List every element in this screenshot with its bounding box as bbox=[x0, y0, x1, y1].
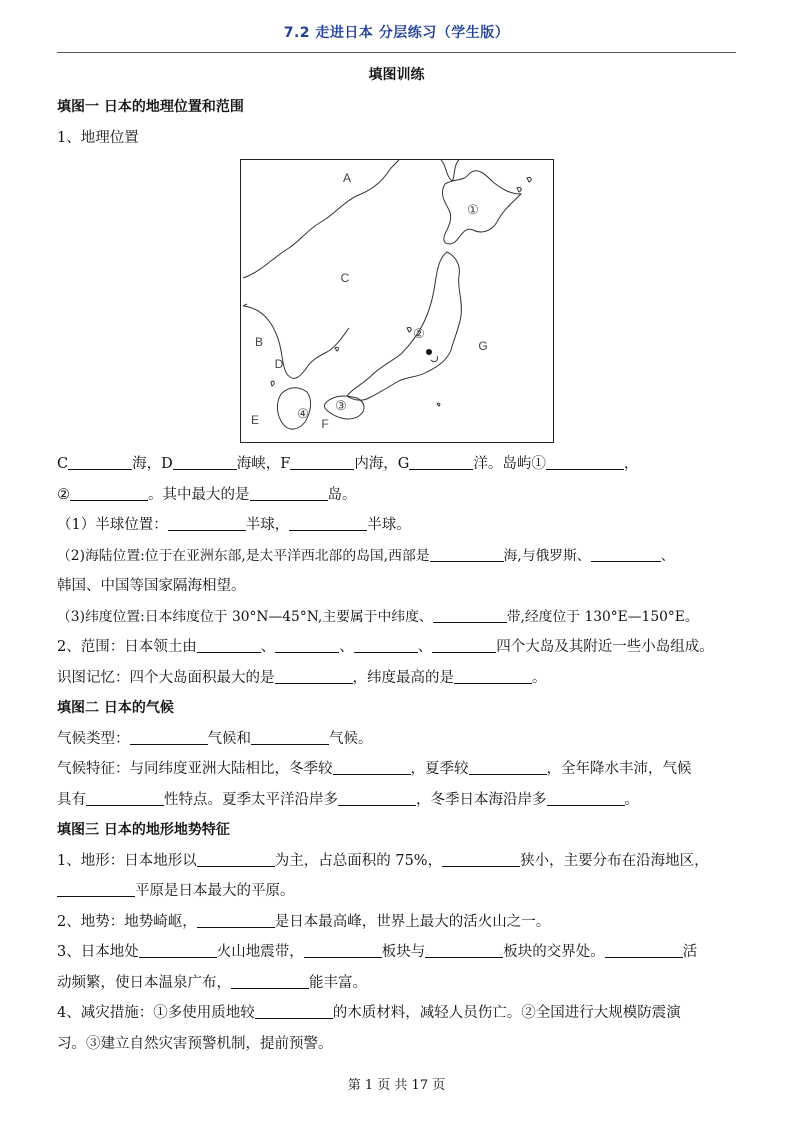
p3-line2 bbox=[57, 876, 753, 907]
map-label-4: ④ bbox=[297, 406, 309, 421]
text: ② bbox=[57, 486, 70, 503]
text: 气候特征：与同纬度亚洲大陆相比，冬季较 bbox=[57, 761, 333, 777]
text: ，夏季较 bbox=[410, 761, 469, 777]
island-sado bbox=[407, 327, 411, 332]
text: 火山地震带， bbox=[216, 944, 304, 960]
text: 、 bbox=[660, 547, 675, 564]
blank-energy[interactable] bbox=[231, 974, 309, 989]
p1-line4 bbox=[57, 541, 753, 572]
blank-northmost[interactable] bbox=[454, 669, 532, 684]
blank-neighbor[interactable] bbox=[591, 547, 661, 562]
hokkaido bbox=[442, 171, 521, 244]
blank-climate2[interactable] bbox=[251, 730, 329, 745]
blank-island-b[interactable] bbox=[275, 638, 339, 653]
p3-line6 bbox=[57, 998, 753, 1029]
blank-pacific[interactable] bbox=[338, 791, 416, 806]
blank-terrain[interactable] bbox=[197, 852, 275, 867]
blank-highest-peak[interactable] bbox=[197, 913, 275, 928]
blank-island2[interactable] bbox=[70, 486, 148, 501]
text: 气候类型： bbox=[57, 730, 130, 747]
text: 具有 bbox=[57, 791, 86, 808]
island-izu bbox=[437, 403, 440, 406]
p1-line8 bbox=[57, 663, 753, 694]
text: 识图记忆：四个大岛面积最大的是 bbox=[57, 669, 275, 686]
text: 带,经度位于 130°E—150°E。 bbox=[506, 608, 699, 625]
blank-largest-plain[interactable] bbox=[57, 882, 135, 897]
blank-west-sea[interactable] bbox=[430, 547, 504, 562]
text: 2、范围：日本领土由 bbox=[57, 639, 197, 655]
map-label-A: A bbox=[342, 171, 352, 185]
text: （2)海陆位置:位于在亚洲东部,是太平洋西北部的岛国,西部是 bbox=[57, 547, 430, 564]
blank-climate1[interactable] bbox=[130, 730, 208, 745]
text: ，纬度最高的是 bbox=[352, 669, 454, 686]
text: 、 bbox=[339, 639, 354, 655]
text: ，全年降水丰沛，气候 bbox=[546, 761, 692, 777]
blank-D[interactable] bbox=[173, 455, 237, 470]
blank-island-a[interactable] bbox=[197, 638, 261, 653]
text: 2、地势：地势崎岖， bbox=[57, 913, 197, 930]
blank-F[interactable] bbox=[290, 455, 354, 470]
p3-line5 bbox=[57, 968, 753, 999]
text: ， bbox=[623, 456, 639, 472]
text: C bbox=[57, 456, 69, 472]
blank-japansea[interactable] bbox=[547, 791, 625, 806]
blank-island-c[interactable] bbox=[354, 638, 418, 653]
blank-plate2[interactable] bbox=[425, 943, 503, 958]
island-tsushima bbox=[271, 381, 274, 386]
honshu bbox=[347, 252, 461, 400]
text: 板块的交界处。 bbox=[503, 944, 605, 960]
part2-heading: 填图二 日本的气候 bbox=[57, 700, 174, 716]
text: 。 bbox=[532, 669, 547, 686]
text: 1、地形：日本地形以 bbox=[57, 852, 197, 869]
p1-line7 bbox=[57, 632, 753, 663]
text: 海,与俄罗斯、 bbox=[503, 547, 591, 564]
blank-island-d[interactable] bbox=[432, 638, 496, 653]
text: 岛。 bbox=[327, 486, 357, 503]
blank-material[interactable] bbox=[255, 1004, 333, 1019]
p2-line2 bbox=[57, 754, 753, 785]
text: （1）半球位置： bbox=[57, 517, 168, 533]
text: 板块与 bbox=[381, 944, 426, 960]
map-label-F: F bbox=[321, 417, 329, 431]
text: 为主，占总面积的 75%， bbox=[274, 852, 443, 869]
map-label-1: ① bbox=[467, 202, 479, 217]
map-label-E: E bbox=[250, 413, 260, 427]
japan-map bbox=[240, 159, 554, 443]
island-oki bbox=[335, 347, 338, 351]
blank-winter[interactable] bbox=[333, 760, 411, 775]
blank-hemisphere2[interactable] bbox=[289, 516, 367, 531]
island-kuril2 bbox=[527, 177, 531, 182]
part3-heading: 填图三 日本的地形地势特征 bbox=[57, 822, 230, 838]
text: 洋。岛屿① bbox=[473, 456, 546, 472]
p1-line2 bbox=[57, 480, 753, 511]
text: 是日本最高峰，世界上最大的活火山之一。 bbox=[274, 913, 551, 930]
p1-line3 bbox=[57, 510, 753, 541]
text: 。 bbox=[624, 791, 639, 808]
text: 3、日本地处 bbox=[57, 944, 139, 960]
p3-line1 bbox=[57, 846, 753, 877]
blank-summer[interactable] bbox=[469, 760, 547, 775]
tokyo-bay bbox=[431, 356, 438, 362]
text: 。其中最大的是 bbox=[148, 486, 250, 503]
map-label-C: C bbox=[340, 271, 350, 285]
blank-largest[interactable] bbox=[275, 669, 353, 684]
text: 半球。 bbox=[367, 517, 411, 533]
p3-line4 bbox=[57, 937, 753, 968]
blank-feature[interactable] bbox=[86, 791, 164, 806]
worksheet-body bbox=[57, 92, 753, 1059]
blank-activity[interactable] bbox=[605, 943, 683, 958]
page-footer: 第 1 页 共 17 页 bbox=[347, 1078, 446, 1093]
part1-item1: 1、地理位置 bbox=[57, 129, 139, 146]
blank-G[interactable] bbox=[409, 455, 473, 470]
mainland-coast bbox=[243, 160, 399, 278]
island-kuril1 bbox=[517, 187, 521, 192]
blank-plate1[interactable] bbox=[304, 943, 382, 958]
text: 平原是日本最大的平原。 bbox=[135, 883, 295, 899]
text: 海峡，F bbox=[236, 456, 291, 472]
map-label-3: ③ bbox=[335, 398, 347, 413]
japan-map-drawing bbox=[241, 160, 553, 442]
p3-line7: 习。③建立自然灾害预警机制，提前预警。 bbox=[57, 1035, 333, 1052]
blank-plains[interactable] bbox=[442, 852, 520, 867]
p3-line3 bbox=[57, 907, 753, 938]
text: 狭小，主要分布在沿海地区， bbox=[520, 852, 709, 869]
text: 内海，G bbox=[354, 456, 410, 472]
blank-C[interactable] bbox=[68, 455, 132, 470]
blank-zone[interactable] bbox=[433, 608, 507, 623]
blank-volcano-belt[interactable] bbox=[139, 943, 217, 958]
header-title: 7.2 走进日本 分层练习（学生版） bbox=[283, 25, 510, 41]
map-label-D: D bbox=[274, 357, 284, 371]
p2-line3 bbox=[57, 785, 753, 816]
map-label-B: B bbox=[254, 335, 264, 349]
text: 气候。 bbox=[329, 730, 373, 747]
text: 半球， bbox=[245, 517, 290, 533]
blank-hemisphere1[interactable] bbox=[168, 516, 246, 531]
text: ，冬季日本海沿岸多 bbox=[416, 791, 547, 808]
p1-line6 bbox=[57, 602, 753, 633]
text: 、 bbox=[417, 639, 433, 655]
p1-line5: 韩国、中国等国家隔海相望。 bbox=[57, 578, 246, 594]
text: 活 bbox=[682, 944, 698, 960]
sakhalin bbox=[441, 160, 459, 181]
blank-island1[interactable] bbox=[546, 455, 624, 470]
tokyo-marker bbox=[426, 349, 432, 355]
text: 、 bbox=[260, 639, 276, 655]
text: （3)纬度位置:日本纬度位于 30°N—45°N,主要属于中纬度、 bbox=[57, 608, 433, 625]
text: 动频繁，使日本温泉广布， bbox=[57, 974, 231, 991]
map-label-2: ② bbox=[413, 326, 425, 341]
text: 海，D bbox=[132, 456, 173, 472]
page-header bbox=[57, 22, 736, 53]
map-label-G: G bbox=[478, 339, 488, 353]
p1-line1 bbox=[57, 449, 753, 480]
text: 气候和 bbox=[207, 730, 251, 747]
text: 的木质材料，减轻人员伤亡。②全国进行大规模防震演 bbox=[332, 1005, 681, 1021]
section-title: 填图训练 bbox=[368, 67, 425, 83]
text: 能丰富。 bbox=[309, 974, 367, 991]
text: 四个大岛及其附近一些小岛组成。 bbox=[496, 639, 714, 655]
text: 4、减灾措施：①多使用质地较 bbox=[57, 1005, 255, 1021]
p2-line1 bbox=[57, 724, 753, 755]
blank-largest-island[interactable] bbox=[250, 486, 328, 501]
part1-heading: 填图一 日本的地理位置和范围 bbox=[57, 99, 244, 115]
text: 性特点。夏季太平洋沿岸多 bbox=[164, 791, 338, 808]
